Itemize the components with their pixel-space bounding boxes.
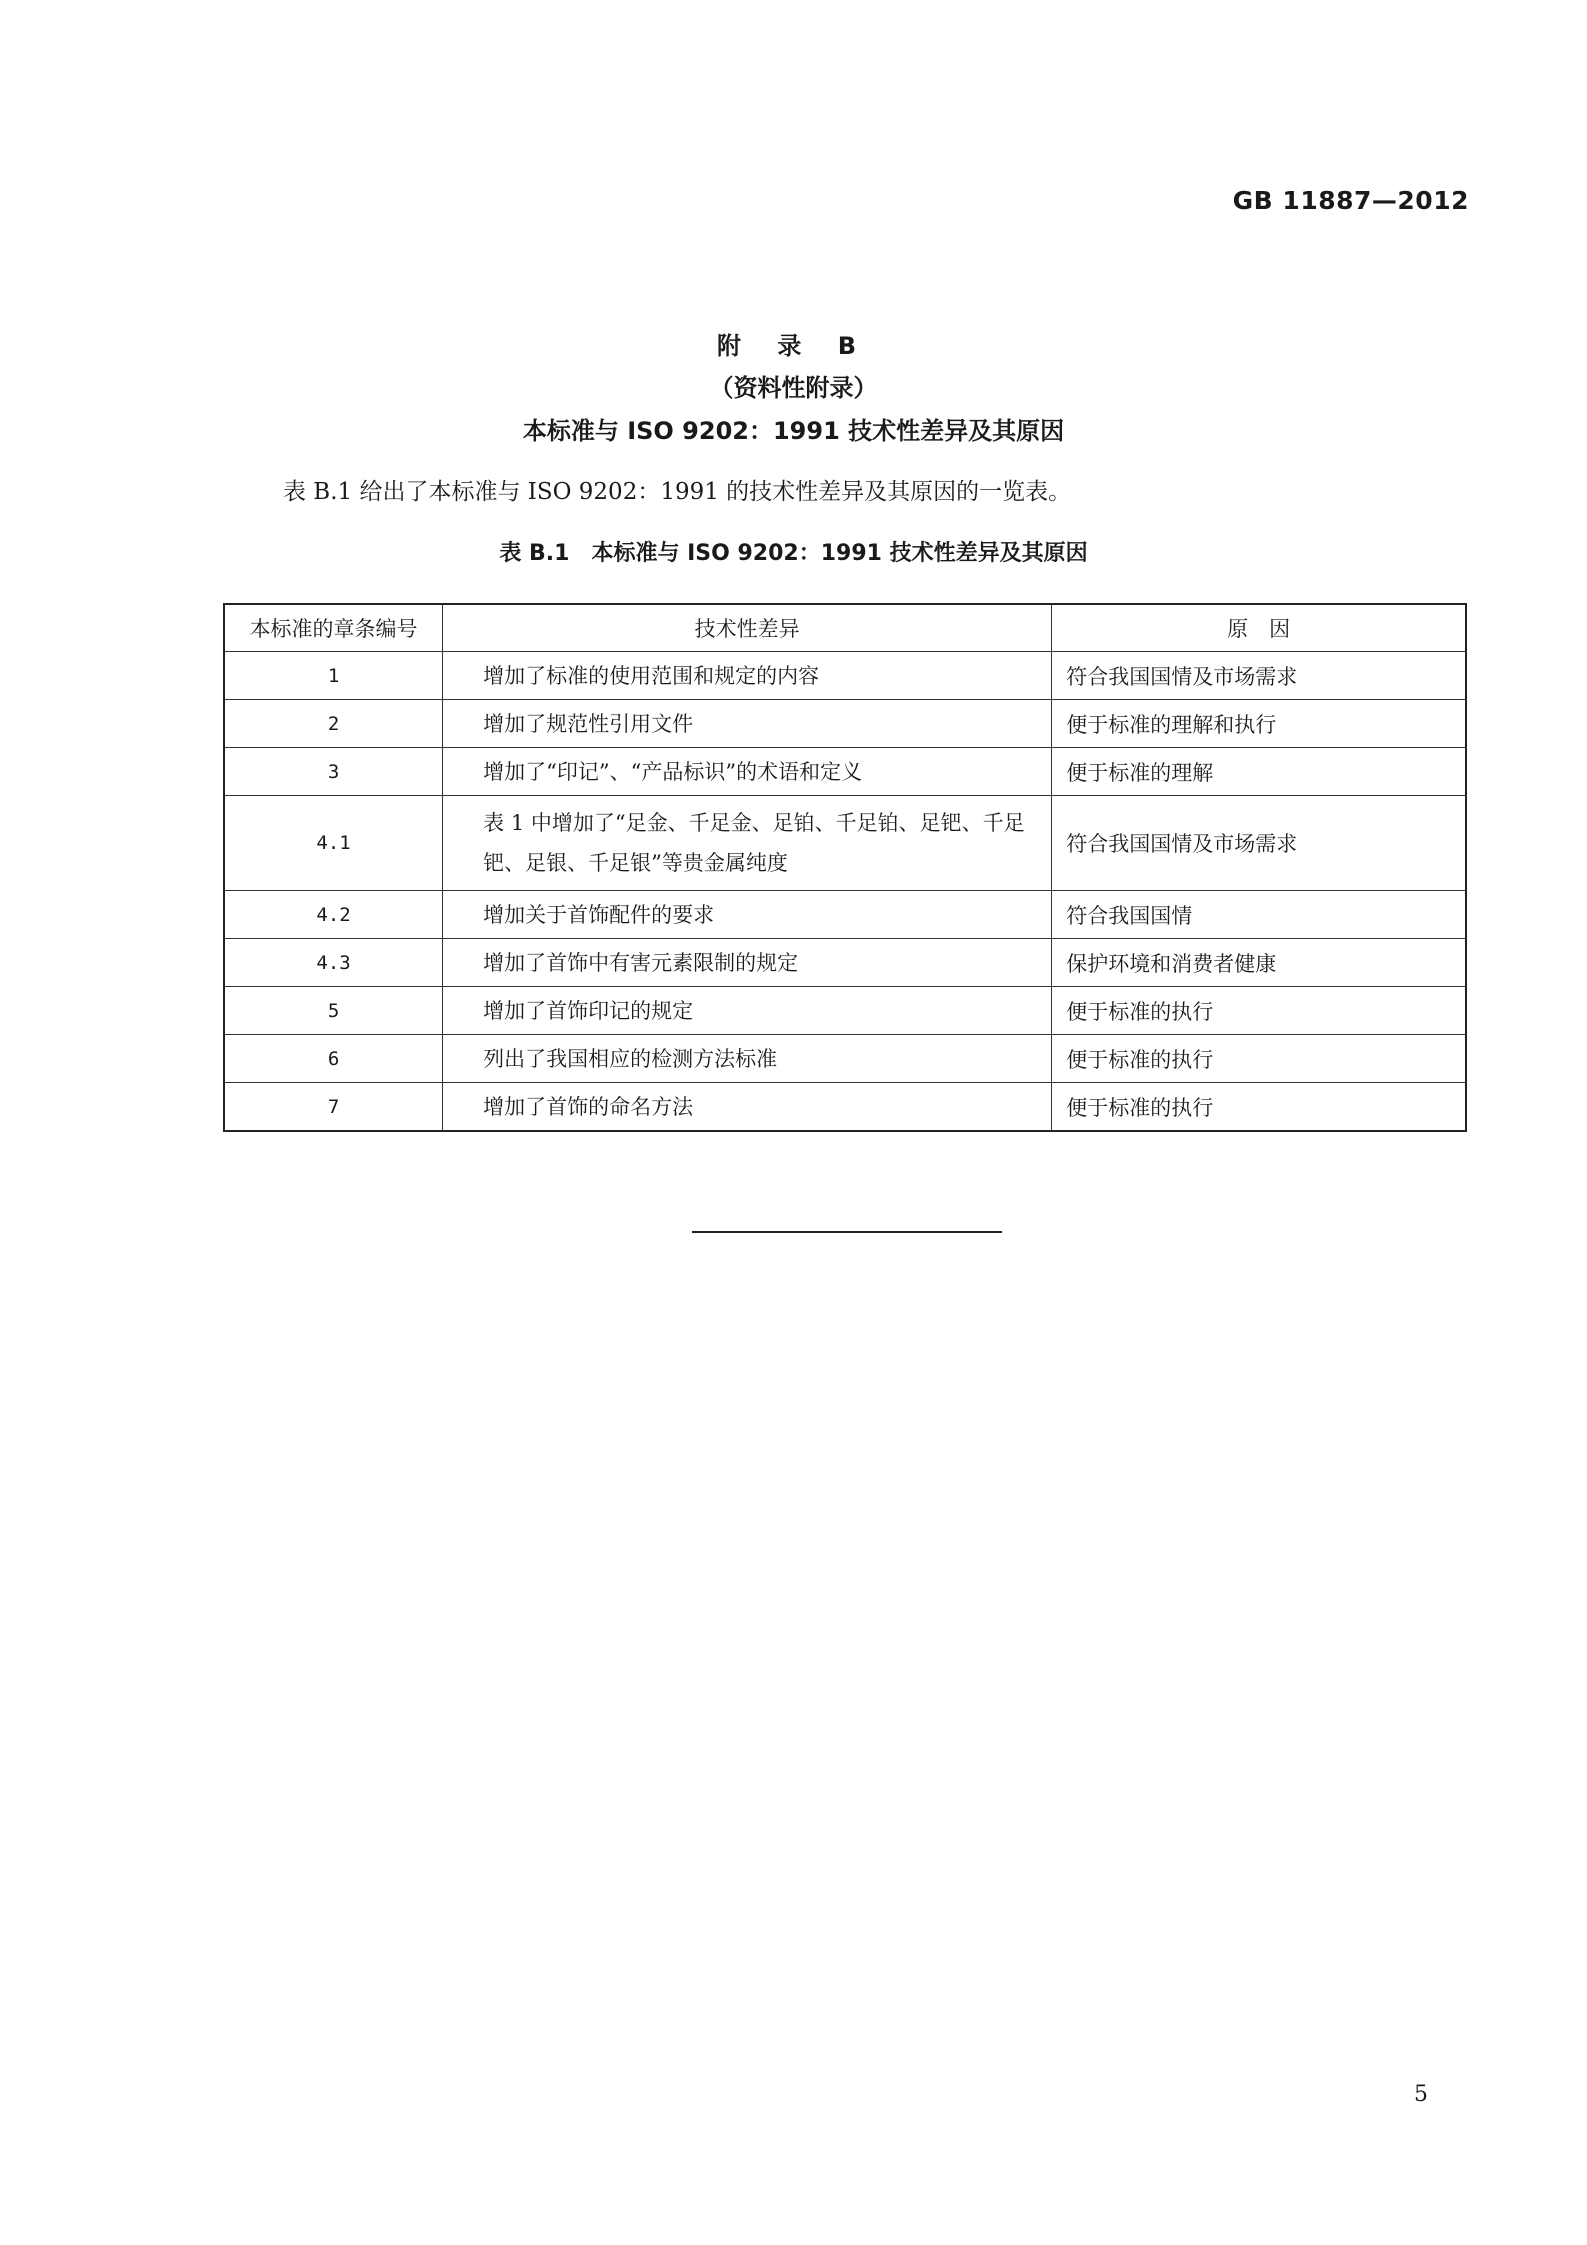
row-reason: 便于标准的执行	[1052, 987, 1466, 1035]
row-difference: 增加关于首饰配件的要求	[443, 891, 1052, 939]
differences-table	[223, 603, 1467, 1132]
table-row	[224, 1083, 1466, 1132]
row-difference: 增加了首饰的命名方法	[443, 1083, 1052, 1132]
table-row	[224, 748, 1466, 796]
appendix-title: 附 录 B	[716, 332, 870, 360]
row-reason: 符合我国国情及市场需求	[1052, 652, 1466, 700]
row-difference: 增加了首饰印记的规定	[443, 987, 1052, 1035]
row-clause: 5	[224, 987, 443, 1035]
table-caption: 表 B.1 本标准与 ISO 9202：1991 技术性差异及其原因	[499, 541, 1088, 566]
table-row	[224, 987, 1466, 1035]
table-row	[224, 796, 1466, 891]
end-of-document-rule	[692, 1231, 1002, 1233]
intro-paragraph: 表 B.1 给出了本标准与 ISO 9202：1991 的技术性差异及其原因的一览表。	[283, 479, 1072, 505]
page-number: 5	[1414, 2082, 1428, 2107]
table-row	[224, 652, 1466, 700]
table-row	[224, 891, 1466, 939]
appendix-type: （资料性附录）	[709, 374, 878, 402]
row-clause: 3	[224, 748, 443, 796]
table-row	[224, 939, 1466, 987]
header-clause: 本标准的章条编号	[224, 604, 443, 652]
header-reason: 原 因	[1052, 604, 1466, 652]
row-difference: 增加了首饰中有害元素限制的规定	[443, 939, 1052, 987]
row-reason: 便于标准的理解和执行	[1052, 700, 1466, 748]
table-row	[224, 700, 1466, 748]
row-clause: 7	[224, 1083, 443, 1132]
row-reason: 符合我国国情	[1052, 891, 1466, 939]
appendix-subject: 本标准与 ISO 9202：1991 技术性差异及其原因	[522, 417, 1065, 445]
row-difference: 增加了规范性引用文件	[443, 700, 1052, 748]
table-row	[224, 1035, 1466, 1083]
row-reason: 便于标准的理解	[1052, 748, 1466, 796]
row-clause: 2	[224, 700, 443, 748]
row-clause: 4.1	[224, 796, 443, 891]
row-difference: 列出了我国相应的检测方法标准	[443, 1035, 1052, 1083]
row-difference: 表 1 中增加了“足金、千足金、足铂、千足铂、足钯、千足钯、足银、千足银”等贵金属纯度	[443, 796, 1052, 891]
row-clause: 1	[224, 652, 443, 700]
table-header-row	[224, 604, 1466, 652]
row-reason: 保护环境和消费者健康	[1052, 939, 1466, 987]
row-reason: 便于标准的执行	[1052, 1035, 1466, 1083]
row-clause: 6	[224, 1035, 443, 1083]
row-reason: 便于标准的执行	[1052, 1083, 1466, 1132]
row-clause: 4.3	[224, 939, 443, 987]
row-difference: 增加了标准的使用范围和规定的内容	[443, 652, 1052, 700]
standard-number: GB 11887—2012	[1232, 186, 1469, 215]
row-reason: 符合我国国情及市场需求	[1052, 796, 1466, 891]
header-difference: 技术性差异	[443, 604, 1052, 652]
row-difference: 增加了“印记”、“产品标识”的术语和定义	[443, 748, 1052, 796]
row-clause: 4.2	[224, 891, 443, 939]
